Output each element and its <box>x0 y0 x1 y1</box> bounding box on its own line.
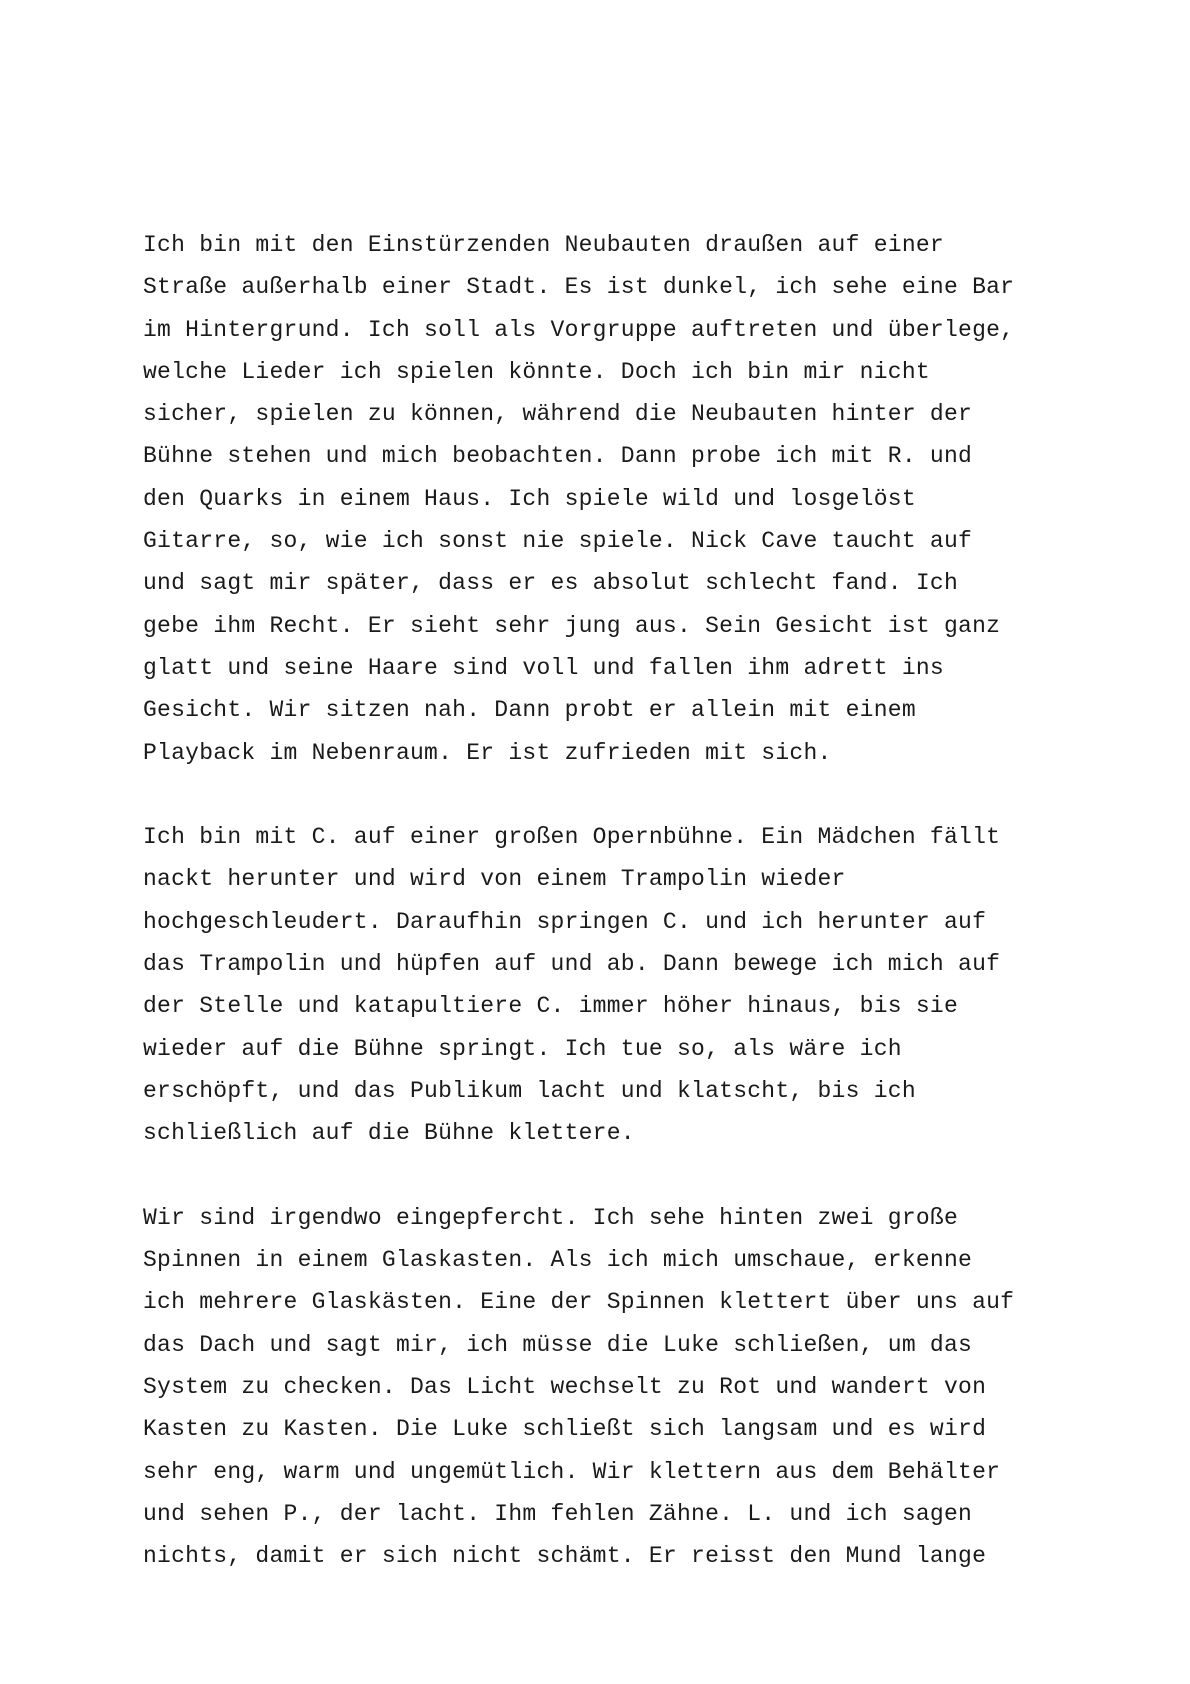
text-line: welche Lieder ich spielen könnte. Doch ich bin mir nicht <box>143 358 930 385</box>
text-line: nackt herunter und wird von einem Trampolin wieder <box>143 866 846 893</box>
paragraph <box>143 1197 1143 1578</box>
paragraph <box>143 224 1143 774</box>
text-line: sicher, spielen zu können, während die Neubauten hinter der <box>143 401 973 428</box>
text-line: Wir sind irgendwo eingepfercht. Ich sehe hinten zwei große <box>143 1204 959 1231</box>
text-line: Straße außerhalb einer Stadt. Es ist dunkel, ich sehe eine Bar <box>143 274 1015 301</box>
text-line: der Stelle und katapultiere C. immer höher hinaus, bis sie <box>143 993 959 1020</box>
text-line: Ich bin mit den Einstürzenden Neubauten draußen auf einer <box>143 232 944 258</box>
text-line: das Trampolin und hüpfen auf und ab. Dann bewege ich mich auf <box>143 951 1001 978</box>
text-line: Gitarre, so, wie ich sonst nie spiele. Nick Cave taucht auf <box>143 528 973 555</box>
text-line: ich mehrere Glaskästen. Eine der Spinnen klettert über uns auf <box>143 1289 1015 1316</box>
text-line: System zu checken. Das Licht wechselt zu Rot und wandert von <box>143 1374 987 1401</box>
text-line: Spinnen in einem Glaskasten. Als ich mich umschaue, erkenne <box>143 1247 973 1274</box>
text-line: gebe ihm Recht. Er sieht sehr jung aus. Sein Gesicht ist ganz <box>143 612 1001 639</box>
document-body <box>143 224 1143 1620</box>
text-line: sehr eng, warm und ungemütlich. Wir klettern aus dem Behälter <box>143 1458 1001 1485</box>
text-line: Ich bin mit C. auf einer großen Opernbühne. Ein Mädchen fällt <box>143 824 1001 851</box>
text-line: erschöpft, und das Publikum lacht und klatscht, bis ich <box>143 1077 916 1104</box>
text-line: das Dach und sagt mir, ich müsse die Luke schließen, um das <box>143 1331 973 1358</box>
text-line: hochgeschleudert. Daraufhin springen C. und ich herunter auf <box>143 908 987 935</box>
text-line: Kasten zu Kasten. Die Luke schließt sich langsam und es wird <box>143 1416 987 1443</box>
text-line: Gesicht. Wir sitzen nah. Dann probt er allein mit einem <box>143 697 916 724</box>
paragraph <box>143 816 1143 1154</box>
text-line: glatt und seine Haare sind voll und fallen ihm adrett ins <box>143 654 944 681</box>
text-line: im Hintergrund. Ich soll als Vorgruppe auftreten und überlege, <box>143 316 1015 343</box>
text-line: Bühne stehen und mich beobachten. Dann probe ich mit R. und <box>143 443 973 470</box>
text-line: wieder auf die Bühne springt. Ich tue so, als wäre ich <box>143 1035 902 1062</box>
text-line: den Quarks in einem Haus. Ich spiele wild und losgelöst <box>143 485 916 512</box>
text-line: nichts, damit er sich nicht schämt. Er reisst den Mund lange <box>143 1543 987 1570</box>
text-line: schließlich auf die Bühne klettere. <box>143 1120 635 1147</box>
text-line: Playback im Nebenraum. Er ist zufrieden mit sich. <box>143 739 832 766</box>
text-line: und sehen P., der lacht. Ihm fehlen Zähne. L. und ich sagen <box>143 1500 973 1527</box>
text-line: und sagt mir später, dass er es absolut schlecht fand. Ich <box>143 570 959 597</box>
